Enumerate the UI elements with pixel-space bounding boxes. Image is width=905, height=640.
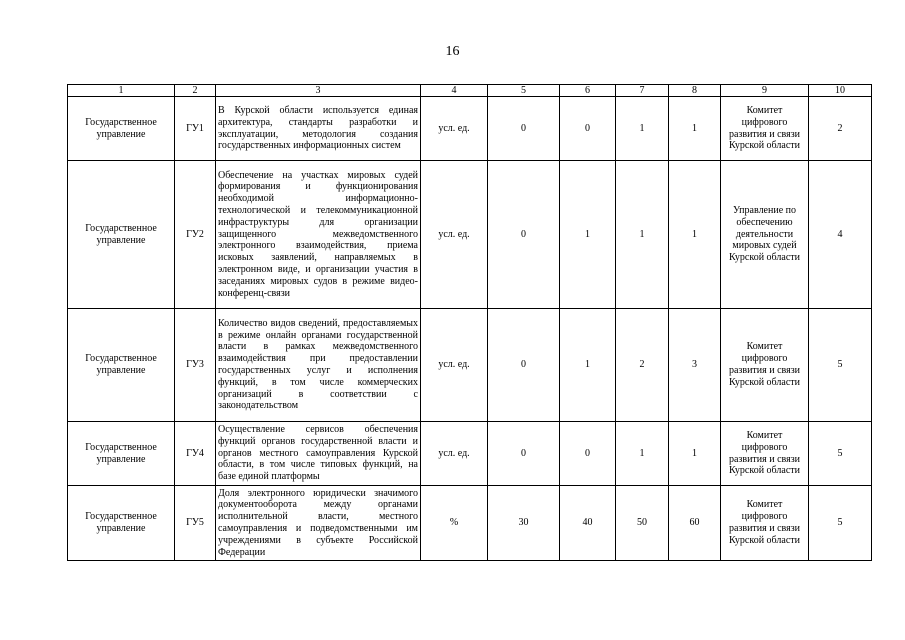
value-cell: 2 <box>809 97 872 161</box>
table-row <box>68 486 872 561</box>
value-cell: 0 <box>488 309 560 422</box>
code-cell: ГУ5 <box>175 486 216 561</box>
value-cell: 40 <box>560 486 616 561</box>
value-cell: 0 <box>488 97 560 161</box>
description-cell: В Курской области используется единая архитектура, стандарты разработки и эксплуатации, методология создания государственных информационных систем <box>216 97 421 161</box>
unit-cell: % <box>421 486 488 561</box>
value-cell: 5 <box>809 486 872 561</box>
indicators-table <box>67 84 872 561</box>
value-cell: 4 <box>809 161 872 309</box>
responsible-cell: Комитет цифрового развития и связи Курской области <box>721 422 809 486</box>
value-cell: 50 <box>616 486 669 561</box>
column-header: 9 <box>721 85 809 97</box>
value-cell: 3 <box>669 309 721 422</box>
value-cell: 5 <box>809 422 872 486</box>
area-cell: Государственное управление <box>68 486 175 561</box>
value-cell: 1 <box>669 422 721 486</box>
value-cell: 1 <box>669 161 721 309</box>
column-header: 4 <box>421 85 488 97</box>
unit-cell: усл. ед. <box>421 161 488 309</box>
value-cell: 2 <box>616 309 669 422</box>
table-row <box>68 161 872 309</box>
value-cell: 0 <box>560 97 616 161</box>
value-cell: 1 <box>560 161 616 309</box>
value-cell: 1 <box>616 422 669 486</box>
header-row <box>68 85 872 97</box>
column-header: 10 <box>809 85 872 97</box>
area-cell: Государственное управление <box>68 309 175 422</box>
value-cell: 0 <box>488 422 560 486</box>
value-cell: 1 <box>669 97 721 161</box>
value-cell: 0 <box>560 422 616 486</box>
value-cell: 30 <box>488 486 560 561</box>
column-header: 7 <box>616 85 669 97</box>
table-row <box>68 97 872 161</box>
area-cell: Государственное управление <box>68 97 175 161</box>
value-cell: 5 <box>809 309 872 422</box>
unit-cell: усл. ед. <box>421 422 488 486</box>
value-cell: 60 <box>669 486 721 561</box>
responsible-cell: Комитет цифрового развития и связи Курской области <box>721 486 809 561</box>
column-header: 6 <box>560 85 616 97</box>
value-cell: 1 <box>616 161 669 309</box>
column-header: 2 <box>175 85 216 97</box>
column-header: 3 <box>216 85 421 97</box>
area-cell: Государственное управление <box>68 422 175 486</box>
value-cell: 1 <box>616 97 669 161</box>
page-number: 16 <box>445 44 460 59</box>
area-cell: Государственное управление <box>68 161 175 309</box>
description-cell: Доля электронного юридически значимого документооборота между органами исполнительной власти, местного самоуправления и подведомственными им учреждениями в субъекте Российской Федерации <box>216 486 421 561</box>
unit-cell: усл. ед. <box>421 97 488 161</box>
table-row <box>68 309 872 422</box>
responsible-cell: Комитет цифрового развития и связи Курской области <box>721 97 809 161</box>
description-cell: Количество видов сведений, предоставляемых в режиме онлайн органами государственной власти в рамках межведомственного взаимодействия при предоставлении государственных услуг и исполнения функций, в том числе коммерческих организаций в соответствии с законодательством <box>216 309 421 422</box>
code-cell: ГУ4 <box>175 422 216 486</box>
responsible-cell: Комитет цифрового развития и связи Курской области <box>721 309 809 422</box>
code-cell: ГУ1 <box>175 97 216 161</box>
description-cell: Обеспечение на участках мировых судей формирования и функционирования необходимой информационно-технологической и телекоммуникационной инфраструктуры для организации защищенного межведомственного электронного взаимодействия, приема исковых заявлений, направляемых в электронном виде, и организации участия в заседаниях мировых судов в режиме видео-конференц-связи <box>216 161 421 309</box>
value-cell: 1 <box>560 309 616 422</box>
value-cell: 0 <box>488 161 560 309</box>
unit-cell: усл. ед. <box>421 309 488 422</box>
table-row <box>68 422 872 486</box>
code-cell: ГУ3 <box>175 309 216 422</box>
column-header: 5 <box>488 85 560 97</box>
column-header: 1 <box>68 85 175 97</box>
responsible-cell: Управление по обеспечению деятельности мировых судей Курской области <box>721 161 809 309</box>
description-cell: Осуществление сервисов обеспечения функций органов государственной власти и органов местного самоуправления Курской области, в том числе типовых функций, на базе единой платформы <box>216 422 421 486</box>
code-cell: ГУ2 <box>175 161 216 309</box>
column-header: 8 <box>669 85 721 97</box>
